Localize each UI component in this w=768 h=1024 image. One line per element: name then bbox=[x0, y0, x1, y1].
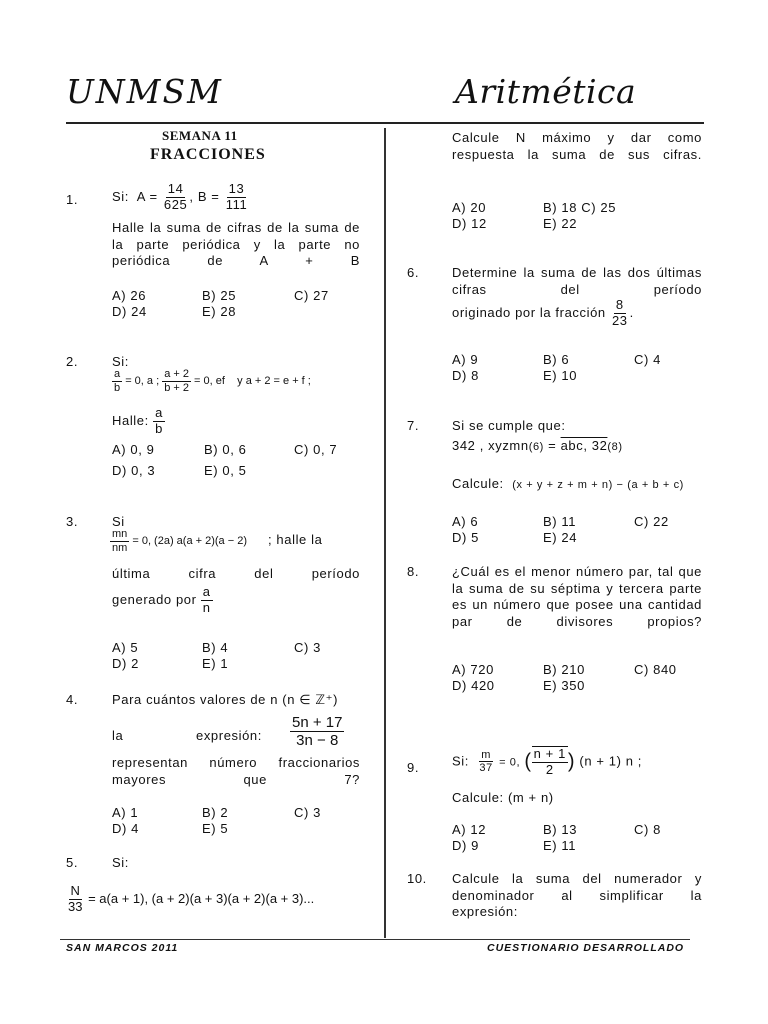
q1-text: Halle la suma de cifras de la suma de la parte periódica y la parte no periódica de A + B bbox=[112, 220, 360, 268]
q4-set: (n ∈ ℤ⁺) bbox=[282, 692, 339, 707]
header-subject: Aritmética bbox=[455, 72, 637, 111]
q7-option-c[interactable]: C) 22 bbox=[634, 514, 669, 529]
q2-halle: Halle: $\frac{a}{b}$ bbox=[112, 405, 163, 436]
q5-option-d[interactable]: D) 12 bbox=[452, 216, 487, 231]
q5-option-b[interactable]: B) 18 C) 25 bbox=[543, 200, 617, 215]
week-label: SEMANA 11 bbox=[162, 128, 238, 143]
q3-number: 3. bbox=[66, 514, 79, 529]
q1-option-e[interactable]: E) 28 bbox=[202, 304, 237, 319]
q2-fraction-halle: $\frac{a}{b}$ bbox=[155, 405, 163, 436]
q2-given: $\frac{a}{b}$ = 0, a ; $\frac{a + 2}{b + 2}$ = 0, ef y a + 2 = e + f ; bbox=[114, 368, 311, 394]
q4-text2: representan número fraccionarios mayores que 7? bbox=[112, 755, 360, 787]
q3-generado: generado por $\frac{a}{n}$ bbox=[112, 584, 211, 615]
q3-fraction-an: $\frac{a}{n}$ bbox=[202, 584, 211, 615]
q3-given bbox=[110, 528, 247, 554]
q9-fraction-n1: $\frac{n + 1}{2}$ bbox=[533, 746, 566, 777]
q6-option-b[interactable]: B) 6 bbox=[543, 352, 570, 367]
header-rule bbox=[66, 122, 704, 124]
q6-number: 6. bbox=[407, 265, 420, 280]
q3-option-b[interactable]: B) 4 bbox=[202, 640, 229, 655]
q8-option-d[interactable]: D) 420 bbox=[452, 678, 495, 693]
q5-equation bbox=[66, 884, 314, 915]
q4-number: 4. bbox=[66, 692, 79, 707]
q6-text: Determine la suma de las dos últimas cifras del período bbox=[452, 265, 702, 297]
q4-option-d[interactable]: D) 4 bbox=[112, 821, 139, 836]
q9-option-e[interactable]: E) 11 bbox=[543, 838, 577, 853]
q10-number: 10. bbox=[407, 871, 427, 886]
q1-option-a[interactable]: A) 26 bbox=[112, 288, 147, 303]
q2-si: Si: bbox=[112, 354, 129, 369]
q3-option-c[interactable]: C) 3 bbox=[294, 640, 321, 655]
q6-originado: originado por la fracción $\frac{8}{23}$ . bbox=[452, 297, 634, 328]
q9-equation: Si: $\frac{m}{37}$ = 0, ( $\frac{n + 1}{2}$ ) (n + 1) n ; bbox=[452, 746, 642, 777]
q6-option-a[interactable]: A) 9 bbox=[452, 352, 479, 367]
q1-fraction-b: $\frac{13}{111}$ bbox=[225, 181, 248, 212]
q2-option-c[interactable]: C) 0, 7 bbox=[294, 442, 338, 457]
q7-calcule: Calcule: (x + y + z + m + n) − (a + b + c) bbox=[452, 476, 684, 491]
q4-option-b[interactable]: B) 2 bbox=[202, 805, 229, 820]
q1-option-d[interactable]: D) 24 bbox=[112, 304, 147, 319]
q2-eq1: = 0, a bbox=[125, 375, 154, 388]
q4-la: la bbox=[112, 728, 124, 743]
q2-option-d[interactable]: D) 0, 3 bbox=[112, 463, 156, 478]
q9-option-d[interactable]: D) 9 bbox=[452, 838, 479, 853]
q5-option-a[interactable]: A) 20 bbox=[452, 200, 487, 215]
q3-si: Si bbox=[112, 514, 125, 529]
q3-fraction-mn: $\frac{mn}{nm}$ bbox=[112, 528, 128, 554]
q5-number: 5. bbox=[66, 855, 79, 870]
q7-option-a[interactable]: A) 6 bbox=[452, 514, 479, 529]
q7-calc-expression: (x + y + z + m + n) − (a + b + c) bbox=[512, 479, 684, 491]
q2-option-e[interactable]: E) 0, 5 bbox=[204, 463, 247, 478]
q5-eq: = a(a + 1), (a + 2)(a + 3)(a + 2)(a + 3)... bbox=[88, 890, 315, 906]
q1-given bbox=[112, 182, 249, 213]
q6-option-d[interactable]: D) 8 bbox=[452, 368, 479, 383]
q4-expresion: expresión: bbox=[196, 728, 262, 743]
q2-fraction-ab: $\frac{a}{b}$ bbox=[114, 368, 121, 394]
footer-right: CUESTIONARIO DESARROLLADO bbox=[487, 942, 685, 954]
q8-number: 8. bbox=[407, 564, 420, 579]
q7-option-b[interactable]: B) 11 bbox=[543, 514, 577, 529]
q3-eq: = 0, (2a) a(a + 2)(a − 2) bbox=[132, 535, 247, 548]
q9-option-a[interactable]: A) 12 bbox=[452, 822, 487, 837]
q2-option-b[interactable]: B) 0, 6 bbox=[204, 442, 247, 457]
q7-option-e[interactable]: E) 24 bbox=[543, 530, 578, 545]
q10-text: Calcule la suma del numerador y denominador al simplificar la expresión: bbox=[452, 871, 702, 919]
q4-option-c[interactable]: C) 3 bbox=[294, 805, 321, 820]
q9-number: 9. bbox=[407, 760, 420, 775]
q2-number: 2. bbox=[66, 354, 79, 369]
q1-fraction-a: $\frac{14}{625}$ bbox=[163, 181, 188, 212]
q8-option-b[interactable]: B) 210 bbox=[543, 662, 585, 677]
q3-halle: ; halle la bbox=[268, 532, 323, 547]
q3-option-d[interactable]: D) 2 bbox=[112, 656, 139, 671]
q5-option-e[interactable]: E) 22 bbox=[543, 216, 578, 231]
topic-title: FRACCIONES bbox=[150, 146, 266, 163]
q4-text1: Para cuántos valores de n (n ∈ ℤ⁺) bbox=[112, 692, 339, 707]
q3-option-a[interactable]: A) 5 bbox=[112, 640, 139, 655]
q4-option-a[interactable]: A) 1 bbox=[112, 805, 139, 820]
q8-option-a[interactable]: A) 720 bbox=[452, 662, 494, 677]
q3-option-e[interactable]: E) 1 bbox=[202, 656, 229, 671]
q9-option-c[interactable]: C) 8 bbox=[634, 822, 661, 837]
q5-fraction: $\frac{N}{33}$ bbox=[68, 883, 83, 914]
q1-a-label: A = bbox=[136, 188, 158, 204]
q7-equation: 342 , xyzmn(6) = abc, 32(8) bbox=[452, 438, 623, 453]
q9-calcule: Calcule: (m + n) bbox=[452, 790, 554, 805]
q6-option-e[interactable]: E) 10 bbox=[543, 368, 578, 383]
q9-fraction-m37: $\frac{m}{37}$ bbox=[479, 748, 493, 775]
q1-b-label: , B = bbox=[189, 188, 220, 204]
q1-si: Si: bbox=[112, 188, 129, 204]
q2-condition: y a + 2 = e + f ; bbox=[237, 375, 311, 388]
q4-option-e[interactable]: E) 5 bbox=[202, 821, 229, 836]
q2-option-a[interactable]: A) 0, 9 bbox=[112, 442, 155, 457]
q6-option-c[interactable]: C) 4 bbox=[634, 352, 661, 367]
q6-fraction: $\frac{8}{23}$ bbox=[611, 297, 628, 328]
q4-fraction: $\frac{5n + 17}{3n - 8}$ bbox=[292, 714, 343, 750]
footer-left: SAN MARCOS 2011 bbox=[66, 942, 179, 954]
q8-text: ¿Cuál es el menor número par, tal que la suma de su séptima y tercera parte es un número que posee una cantidad par de divisores propios? bbox=[452, 564, 702, 629]
q1-option-b[interactable]: B) 25 bbox=[202, 288, 237, 303]
q1-option-c[interactable]: C) 27 bbox=[294, 288, 329, 303]
q8-option-c[interactable]: C) 840 bbox=[634, 662, 677, 677]
q5-continuation: Calcule N máximo y dar como respuesta la suma de sus cifras. bbox=[452, 130, 702, 162]
q7-number: 7. bbox=[407, 418, 420, 433]
q9-option-b[interactable]: B) 13 bbox=[543, 822, 578, 837]
header-course: UNMSM bbox=[66, 72, 223, 111]
q8-option-e[interactable]: E) 350 bbox=[543, 678, 585, 693]
q2-eq2: = 0, ef bbox=[194, 375, 225, 388]
footer-rule bbox=[60, 939, 690, 940]
q7-text: Si se cumple que: bbox=[452, 418, 566, 433]
column-divider bbox=[384, 128, 386, 938]
q1-number: 1. bbox=[66, 192, 79, 207]
q2-fraction-shift: $\frac{a + 2}{b + 2}$ bbox=[164, 368, 189, 394]
q7-option-d[interactable]: D) 5 bbox=[452, 530, 479, 545]
q3-line2: última cifra del período bbox=[112, 566, 360, 581]
q5-si: Si: bbox=[112, 855, 129, 870]
